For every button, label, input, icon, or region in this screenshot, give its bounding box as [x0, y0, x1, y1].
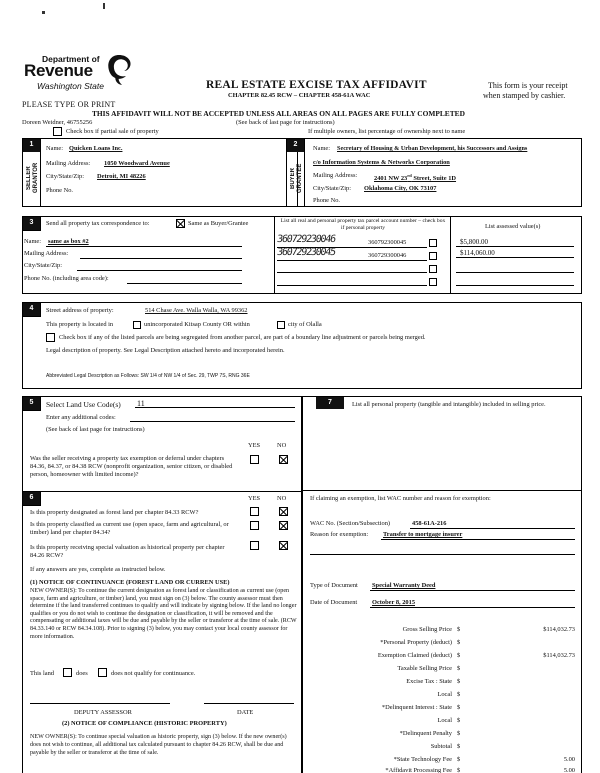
- property-street: 514 Chase Ave. Walla Walla, WA 99362: [145, 307, 248, 314]
- logo-dept-line3: Washington State: [37, 81, 104, 91]
- parcel-3-personal-checkbox[interactable]: [429, 265, 437, 273]
- does-label: does: [76, 670, 88, 677]
- parcel-1-handwritten: 360729230046: [276, 234, 336, 245]
- same-as-buyer-label: Same as Buyer/Grantee: [188, 220, 249, 227]
- see-back-instructions: (See back of last page for instructions): [236, 119, 335, 126]
- exemption-reason: Transfer to mortgage insurer: [383, 531, 463, 538]
- buyer-city: Oklahoma City, OK 73107: [364, 185, 437, 192]
- line-label: *Delinquent Penalty: [399, 730, 452, 737]
- form-subtitle: CHAPTER 82.45 RCW – CHAPTER 458-61A WAC: [228, 92, 371, 99]
- form-title: REAL ESTATE EXCISE TAX AFFIDAVIT: [206, 79, 427, 91]
- seller-phone-label: Phone No.: [46, 187, 73, 194]
- unincorporated-label: unincorporated Kitsap County OR within: [144, 321, 250, 328]
- dollar-sign: $: [457, 678, 461, 685]
- dollar-sign: $: [457, 665, 461, 672]
- does-not-qualify-checkbox[interactable]: [98, 668, 107, 677]
- parcel-4-personal-checkbox[interactable]: [429, 278, 437, 286]
- section-5-number: 5: [23, 397, 40, 410]
- send-correspondence-label: Send all property tax correspondence to:: [46, 220, 150, 227]
- buyer-name-label: Name:: [313, 145, 331, 152]
- seller-mailing: 1050 Woodward Avenue: [104, 160, 170, 167]
- wac-label: WAC No. (Section/Subsection): [310, 520, 391, 527]
- corr-phone-field[interactable]: [127, 275, 242, 284]
- dollar-sign: $: [457, 691, 461, 698]
- historic-no-checkbox[interactable]: [279, 541, 288, 550]
- corr-city-field[interactable]: [77, 262, 242, 271]
- line-value: 5.00: [563, 767, 575, 773]
- line-label: Subtotal: [430, 743, 452, 750]
- corr-city-label: City/State/Zip:: [24, 262, 62, 269]
- historic-question: Is this property receiving special valuation as historical property per chapter 84.26 RCW?: [30, 544, 225, 559]
- line-label: Gross Selling Price: [402, 626, 452, 633]
- does-not-label: does not qualify for continuance.: [111, 670, 196, 677]
- parcel-header: List all real and personal property tax parcel account number – check box if personal property: [280, 218, 446, 231]
- doc-type-label: Type of Document: [310, 582, 358, 589]
- seller-mailing-label: Mailing Address:: [46, 160, 91, 167]
- dollar-sign: $: [457, 767, 461, 773]
- parcel-3-field[interactable]: [277, 264, 427, 273]
- located-in-label: This property is located in: [46, 321, 114, 328]
- buyer-vertical-label: BUYER GRANTEE: [290, 163, 303, 193]
- section-6-number: 6: [23, 492, 40, 505]
- line-label: Local: [437, 691, 452, 698]
- dollar-sign: $: [457, 756, 461, 763]
- exemption-no-checkbox[interactable]: [279, 455, 288, 464]
- land-use-value: 11: [137, 399, 145, 408]
- assessed-header: List assessed value(s): [485, 223, 541, 230]
- corr-name-label: Name:: [24, 238, 42, 245]
- city-checkbox[interactable]: [277, 321, 285, 329]
- notice2-body: NEW OWNER(S): To continue special valuation as historic property, sign (3) below. If the new owner(s) does not wish to continue, all additional tax calculated pursuant to chapter 84.26 RCW, shall be due and payable by the seller or transferor at the time of sale.: [30, 734, 287, 756]
- dollar-sign: $: [457, 639, 461, 646]
- does-qualify-checkbox[interactable]: [63, 668, 72, 677]
- land-use-label: Select Land Use Code(s): [46, 400, 121, 409]
- line-label: Local: [437, 717, 452, 724]
- buyer-mailing: 2401 NW 23rd Street, Suite 1D: [374, 173, 457, 183]
- section5-see-back: (See back of last page for instructions): [46, 426, 145, 433]
- parcel-2-personal-checkbox[interactable]: [429, 252, 437, 260]
- seller-city-label: City/State/Zip:: [46, 173, 84, 180]
- corr-name: same as box #2: [48, 238, 89, 245]
- section5-no-header: NO: [277, 442, 287, 449]
- not-accepted-warning: THIS AFFIDAVIT WILL NOT BE ACCEPTED UNLESS ALL AREAS ON ALL PAGES ARE FULLY COMPLETED: [92, 109, 465, 118]
- logo-dept-line1: Department of: [42, 54, 100, 64]
- logo-dept-line2: Revenue: [24, 61, 93, 80]
- receipt-note-line2: when stamped by cashier.: [483, 91, 566, 100]
- notice1-body: NEW OWNER(S): To continue the current designation as forest land or classification as current use (open space, farm and agriculture, or timber) land, you must sign on (3) below. The county assessor must then determine if the land transferred continues to qualify and will indicate by signing below. If the land no longer qualifies or you do not wish to continue the designation or classification, it will be removed and the compensating or additional taxes will be due and payable by the seller or transferor at the time of sale. (RCW 84.33.140 or RCW 84.34.108). Prior to signing (3) below, you may contact your local county assessor for more information.: [30, 588, 297, 640]
- dollar-sign: $: [457, 626, 461, 633]
- city-label: city of Olalla: [288, 321, 322, 328]
- segregated-checkbox[interactable]: [46, 333, 55, 342]
- section5-yes-header: YES: [248, 442, 261, 449]
- section-4-number: 4: [23, 303, 40, 316]
- parcel-4-field[interactable]: [277, 277, 427, 286]
- property-street-label: Street address of property:: [46, 307, 114, 314]
- date-label: DATE: [237, 709, 254, 716]
- seller-city: Detroit, MI 48226: [97, 173, 146, 180]
- current-use-no-checkbox[interactable]: [279, 521, 288, 530]
- legal-description: Legal description of property. See Legal Description attached hereto and incorporated herein.: [46, 347, 285, 354]
- exemption-question: Was the seller receiving a property tax exemption or deferral under chapters 84.36, 84.37, or 84.38 RCW (nonprofit organization, senior citizen, or disabled person, homeowner with limited income)?: [30, 455, 233, 478]
- dollar-sign: $: [457, 652, 461, 659]
- additional-codes-label: Enter any additional codes:: [46, 414, 116, 421]
- line-label: *Affidavit Processing Fee: [385, 767, 452, 773]
- line-value: 5.00: [563, 756, 575, 763]
- parcel-2-handwritten: 360729230045: [276, 247, 336, 258]
- preparer-name: Doreen Weidner, 46755256: [22, 119, 93, 126]
- dollar-sign: $: [457, 743, 461, 750]
- unincorporated-checkbox[interactable]: [133, 321, 141, 329]
- personal-property-label: List all personal property (tangible and intangible) included in selling price.: [352, 401, 546, 408]
- dollar-sign: $: [457, 704, 461, 711]
- corr-mailing-field[interactable]: [80, 250, 242, 259]
- section6-no-header: NO: [277, 495, 287, 502]
- buyer-name-line2: c/o Information Systems & Networks Corporation: [313, 159, 450, 166]
- historic-yes-checkbox[interactable]: [250, 541, 259, 550]
- corr-mailing-label: Mailing Address:: [24, 250, 69, 257]
- parcel-2-typed: 360729300046: [368, 252, 407, 259]
- forest-no-checkbox[interactable]: [279, 507, 288, 516]
- parcel-2-value: $114,060.00: [460, 249, 495, 257]
- multiple-owners-note: If multiple owners, list percentage of ownership next to name: [308, 128, 466, 135]
- parcel-1-typed: 360792300045: [368, 239, 407, 246]
- dollar-sign: $: [457, 717, 461, 724]
- exemption-yes-checkbox[interactable]: [250, 455, 259, 464]
- if-yes-note: If any answers are yes, complete as instructed below.: [30, 566, 166, 573]
- seller-name-label: Name:: [46, 145, 64, 152]
- scan-mark: [42, 11, 45, 14]
- this-land-label: This land: [30, 670, 54, 677]
- partial-sale-checkbox[interactable]: [53, 127, 62, 136]
- seller-vertical-label: SELLER GRANTOR: [26, 162, 39, 194]
- exemption-claim-label: If claiming an exemption, list WAC number and reason for exemption:: [310, 495, 491, 502]
- corr-phone-label: Phone No. (including area code):: [24, 275, 109, 282]
- section-1-number: 1: [23, 139, 40, 152]
- assessed-3-field[interactable]: [456, 264, 574, 273]
- dor-swirl-icon: [104, 52, 134, 86]
- doc-type: Special Warranty Deed: [372, 582, 436, 589]
- section-2-number: 2: [287, 139, 304, 152]
- forest-yes-checkbox[interactable]: [250, 507, 259, 516]
- notice1-title: (1) NOTICE OF CONTINUANCE (FOREST LAND OR CURREN USE): [30, 579, 230, 586]
- section6-yes-header: YES: [248, 495, 261, 502]
- line-label: Taxable Selling Price: [397, 665, 452, 672]
- forest-land-question: Is this property designated as forest land per chapter 84.33 RCW?: [30, 509, 199, 516]
- buyer-city-label: City/State/Zip:: [313, 185, 351, 192]
- line-value: $114,032.73: [543, 652, 575, 659]
- assessed-4-field[interactable]: [456, 277, 574, 286]
- scan-mark: [103, 3, 105, 9]
- parcel-1-personal-checkbox[interactable]: [429, 239, 437, 247]
- buyer-mailing-label: Mailing Address:: [313, 172, 358, 179]
- current-use-yes-checkbox[interactable]: [250, 521, 259, 530]
- line-label: *Delinquent Interest : State: [381, 704, 452, 711]
- partial-sale-label: Check box if partial sale of property: [66, 128, 159, 135]
- receipt-note-line1: This form is your receipt: [488, 81, 568, 90]
- reason-label: Reason for exemption:: [310, 531, 369, 538]
- line-label: Excise Tax : State: [406, 678, 452, 685]
- section-3-number: 3: [23, 217, 40, 230]
- buyer-name: Secretary of Housing & Urban Development, his Successors and Assigns: [337, 145, 528, 152]
- doc-date-label: Date of Document: [310, 599, 358, 606]
- additional-codes-field[interactable]: [130, 413, 295, 422]
- wac-number: 458-61A-216: [412, 520, 447, 527]
- segregated-label: Check box if any of the listed parcels are being segregated from another parcel, are part of a boundary line adjustment or parcels being merged.: [59, 334, 426, 341]
- line-label: *State Technology Fee: [393, 756, 452, 763]
- line-label: Exemption Claimed (deduct): [377, 652, 452, 659]
- notice2-title: (2) NOTICE OF COMPLIANCE (HISTORIC PROPERTY): [62, 720, 227, 727]
- section-7-number: 7: [316, 397, 344, 409]
- dollar-sign: $: [457, 730, 461, 737]
- dor-logo: [24, 54, 134, 98]
- same-as-buyer-checkbox[interactable]: [176, 219, 185, 228]
- deputy-assessor-label: DEPUTY ASSESSOR: [74, 709, 132, 716]
- line-value: $114,032.73: [543, 626, 575, 633]
- parcel-1-value: $5,800.00: [460, 238, 488, 246]
- doc-date: October 8, 2015: [372, 599, 416, 606]
- seller-name: Quicken Loans Inc.: [69, 145, 123, 152]
- please-type: PLEASE TYPE OR PRINT: [22, 100, 116, 109]
- line-label: *Personal Property (deduct): [380, 639, 452, 646]
- buyer-phone-label: Phone No.: [313, 197, 340, 204]
- current-use-question: Is this property classified as current use (open space, farm and agricultural, or timber) land per chapter 84.34?: [30, 521, 229, 536]
- abbreviated-legal: Abbreviated Legal Description as Follows: SW 1/4 of NW 1/4 of Sec. 29, TWP 7S, RNG 36E: [46, 373, 250, 379]
